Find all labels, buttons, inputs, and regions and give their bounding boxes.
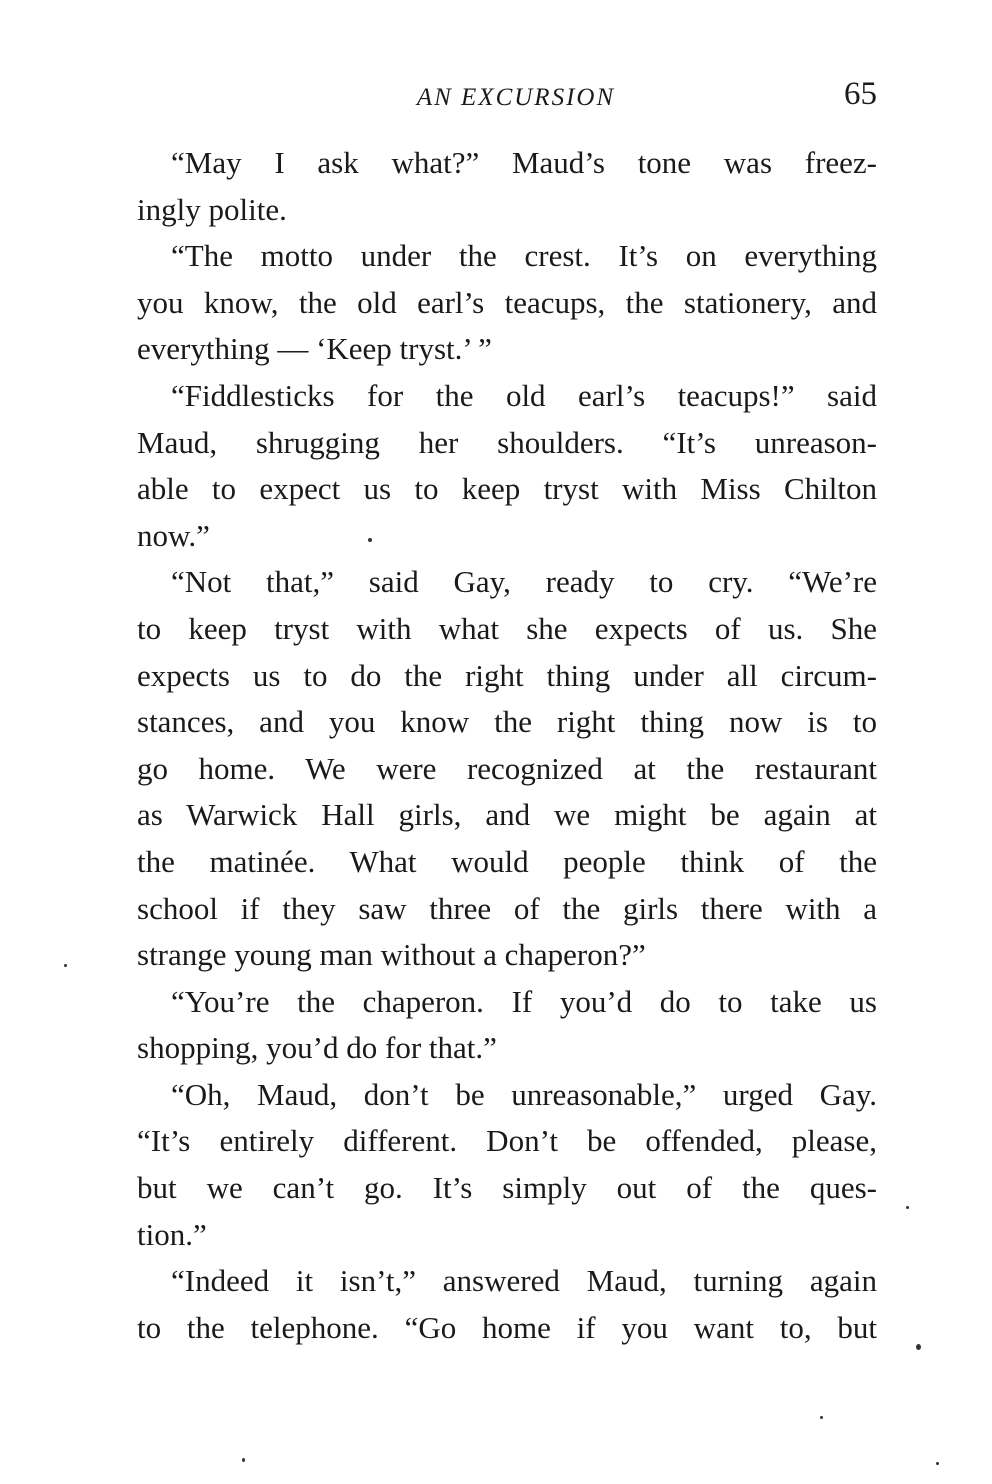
- text-line: shopping, you’d do for that.”: [137, 1030, 497, 1066]
- scan-speck: [916, 1344, 921, 1350]
- text-line: go home. We were recognized at the restaurant: [137, 750, 877, 786]
- text-line: stances, and you know the right thing now is to: [137, 704, 877, 740]
- text-line: “Not that,” said Gay, ready to cry. “We’re: [171, 564, 877, 600]
- text-line: “Indeed it isn’t,” answered Maud, turning again: [171, 1263, 877, 1299]
- text-line: expects us to do the right thing under all circum-: [137, 657, 877, 693]
- scan-speck: [242, 1458, 245, 1462]
- text-line: to the telephone. “Go home if you want to, but: [137, 1309, 877, 1345]
- text-line: “It’s entirely different. Don’t be offended, please,: [137, 1123, 877, 1159]
- text-line: tion.”: [137, 1216, 207, 1252]
- text-line: school if they saw three of the girls there with a: [137, 890, 877, 926]
- text-line: “The motto under the crest. It’s on everything: [171, 238, 877, 274]
- text-line: “Oh, Maud, don’t be unreasonable,” urged Gay.: [171, 1076, 877, 1112]
- text-line: able to expect us to keep tryst with Miss Chilton: [137, 471, 877, 507]
- text-line: strange young man without a chaperon?”: [137, 937, 646, 973]
- text-line: Maud, shrugging her shoulders. “It’s unreason-: [137, 424, 877, 460]
- scan-speck: [368, 538, 372, 542]
- text-line: “Fiddlesticks for the old earl’s teacups!” said: [171, 377, 877, 413]
- running-head: [137, 72, 877, 118]
- text-line: as Warwick Hall girls, and we might be again at: [137, 797, 877, 833]
- scan-speck: [820, 1416, 823, 1419]
- scan-speck: [906, 1206, 909, 1209]
- text-line: everything — ‘Keep tryst.’ ”: [137, 331, 492, 367]
- text-line: you know, the old earl’s teacups, the stationery, and: [137, 284, 877, 320]
- page-number: 65: [844, 76, 877, 112]
- scan-speck: [936, 1462, 939, 1465]
- text-line: to keep tryst with what she expects of us. She: [137, 610, 877, 646]
- text-line: now.”: [137, 517, 210, 553]
- text-line: but we can’t go. It’s simply out of the ques-: [137, 1170, 877, 1206]
- body-text: [137, 140, 877, 1351]
- scan-speck: [64, 964, 67, 967]
- text-line: the matinée. What would people think of the: [137, 843, 877, 879]
- text-line: “You’re the chaperon. If you’d do to take us: [171, 983, 877, 1019]
- chapter-title: AN EXCURSION: [416, 84, 616, 111]
- text-line: “May I ask what?” Maud’s tone was freez-: [171, 145, 877, 180]
- text-line: ingly polite.: [137, 191, 287, 227]
